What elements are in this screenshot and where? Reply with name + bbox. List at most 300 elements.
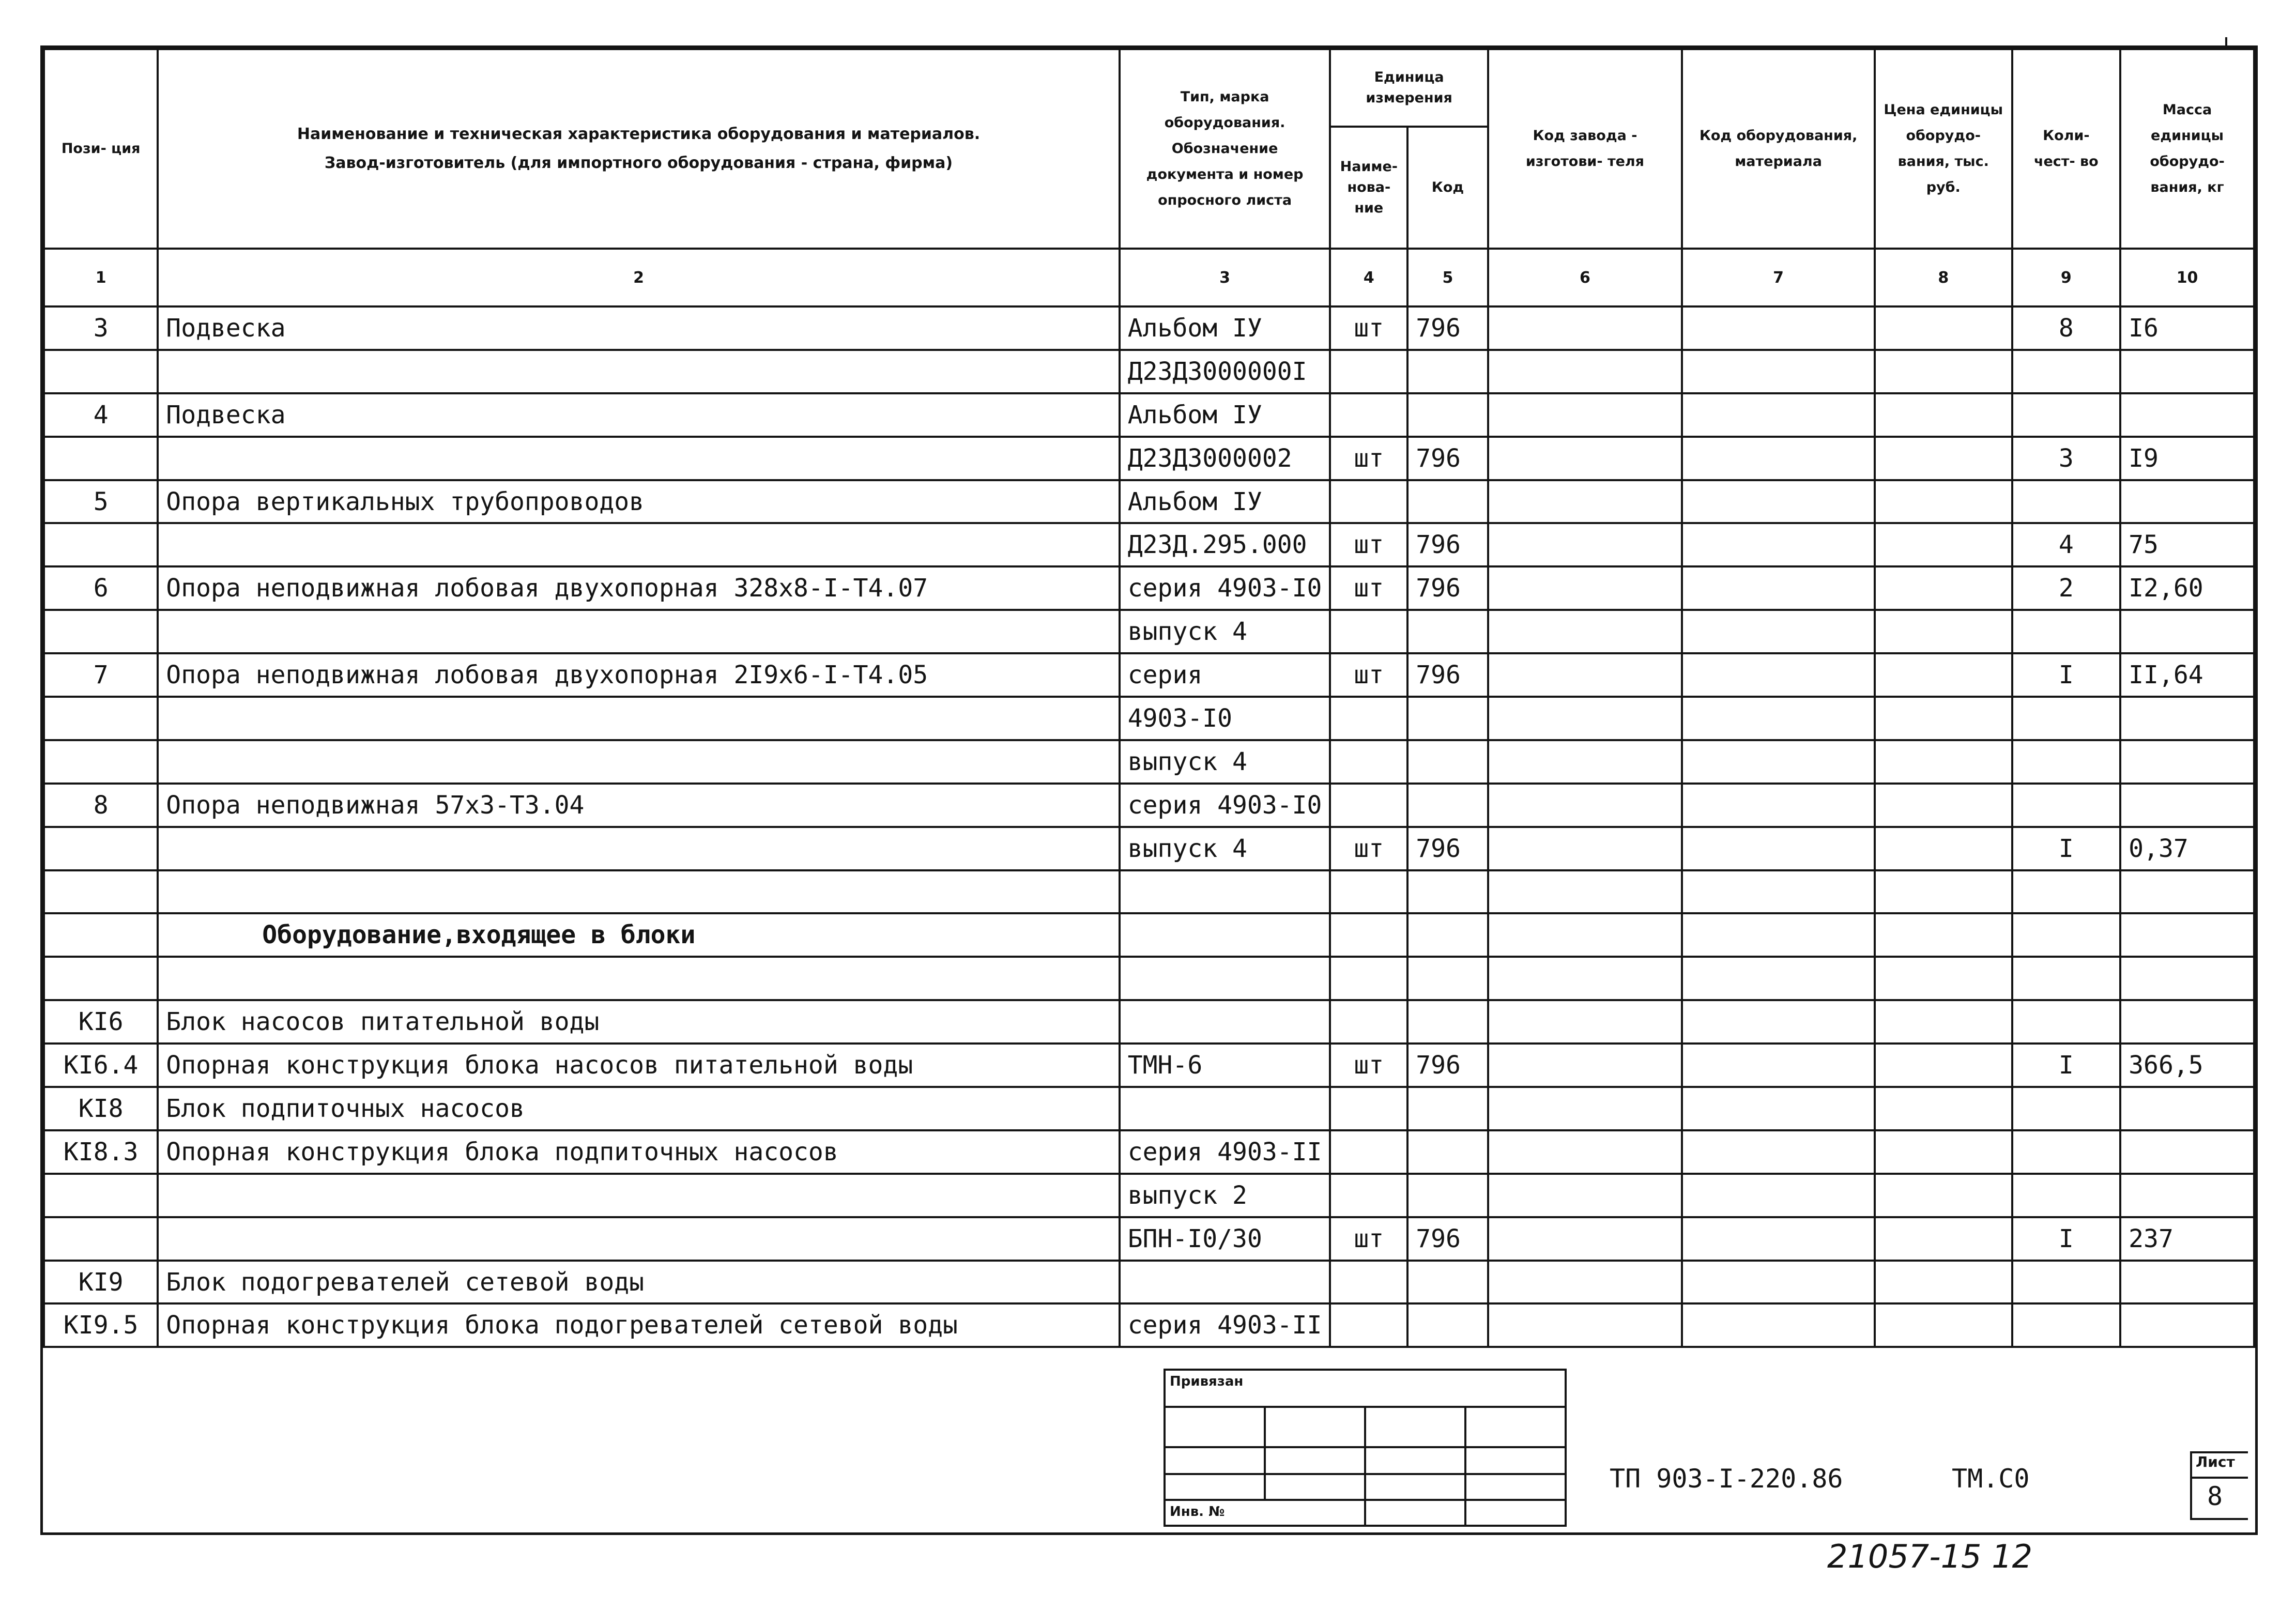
position-cell: 6 [44,566,158,610]
unit-cell: шт [1330,653,1407,697]
position-cell: KI6 [44,1000,158,1044]
manufacturer-code-cell [1488,480,1682,524]
manufacturer-code-cell [1488,1174,1682,1217]
unit-code-cell [1407,1130,1488,1174]
equipment-code-cell [1682,653,1875,697]
position-cell [44,1217,158,1261]
unit-cell [1330,1000,1407,1044]
manufacturer-code-cell [1488,306,1682,350]
unit-price-cell [1875,697,2012,740]
unit-mass-cell [2120,1130,2254,1174]
type-cell: выпуск 4 [1120,610,1330,653]
manufacturer-code-cell [1488,393,1682,437]
unit-cell: шт [1330,1044,1407,1087]
position-cell: 7 [44,653,158,697]
unit-code-cell [1407,784,1488,827]
unit-cell: шт [1330,306,1407,350]
column-number: 5 [1407,249,1488,306]
position-cell: 8 [44,784,158,827]
quantity-cell: I [2012,1044,2121,1087]
equipment-code-cell [1682,1130,1875,1174]
equipment-code-cell [1682,610,1875,653]
specification-sheet [40,45,2258,1535]
table-row [44,740,2254,784]
position-cell: KI8.3 [44,1130,158,1174]
quantity-cell [2012,610,2121,653]
equipment-code-cell [1682,306,1875,350]
name-cell [158,740,1119,784]
quantity-cell: I [2012,653,2121,697]
manufacturer-code-cell [1488,1261,1682,1304]
position-cell [44,913,158,957]
document-code: ТП 903-I-220.86 [1610,1464,1843,1494]
unit-mass-cell [2120,913,2254,957]
name-cell: Опора неподвижная лобовая двухопорная 2I9х6-I-Т4.05 [158,653,1119,697]
manufacturer-code-cell [1488,957,1682,1000]
type-cell: серия [1120,653,1330,697]
unit-mass-cell [2120,957,2254,1000]
manufacturer-code-cell [1488,1217,1682,1261]
name-cell: Опорная конструкция блока насосов питательной воды [158,1044,1119,1087]
unit-mass-cell [2120,610,2254,653]
equipment-code-cell [1682,827,1875,870]
unit-code-cell [1407,1087,1488,1130]
sheet-number: 8 [2207,1481,2223,1511]
name-cell: Блок подогревателей сетевой воды [158,1261,1119,1304]
document-subcode: ТМ.С0 [1952,1464,2030,1494]
unit-code-cell: 796 [1407,1044,1488,1087]
unit-mass-cell [2120,1000,2254,1044]
unit-cell [1330,350,1407,393]
manufacturer-code-cell [1488,870,1682,914]
position-cell [44,523,158,566]
position-cell: KI8 [44,1087,158,1130]
equipment-code-cell [1682,437,1875,480]
header-type: Тип, марка оборудования. Обозначение документа и номер опросного листа [1120,49,1330,249]
equipment-code-cell [1682,350,1875,393]
position-cell [44,1174,158,1217]
unit-code-cell [1407,1174,1488,1217]
unit-price-cell [1875,740,2012,784]
header-unit-group: Единица измерения [1330,49,1488,127]
unit-price-cell [1875,1217,2012,1261]
unit-code-cell: 796 [1407,566,1488,610]
unit-cell: шт [1330,523,1407,566]
name-cell [158,1174,1119,1217]
unit-price-cell [1875,957,2012,1000]
manufacturer-code-cell [1488,350,1682,393]
unit-code-cell [1407,870,1488,914]
type-cell: Д23Д3000000I [1120,350,1330,393]
unit-price-cell [1875,870,2012,914]
type-cell: выпуск 4 [1120,740,1330,784]
column-number: 3 [1120,249,1330,306]
unit-price-cell [1875,1000,2012,1044]
unit-cell [1330,870,1407,914]
equipment-code-cell [1682,1087,1875,1130]
unit-price-cell [1875,1261,2012,1304]
equipment-code-cell [1682,740,1875,784]
unit-price-cell [1875,437,2012,480]
name-cell [158,1217,1119,1261]
equipment-code-cell [1682,566,1875,610]
equipment-code-cell [1682,480,1875,524]
unit-mass-cell: I9 [2120,437,2254,480]
unit-price-cell [1875,1130,2012,1174]
unit-mass-cell [2120,1261,2254,1304]
header-position: Пози- ция [44,49,158,249]
table-row [44,1261,2254,1304]
title-block-stamp [1164,1369,1567,1526]
table-row [44,653,2254,697]
manufacturer-code-cell [1488,913,1682,957]
header-quantity: Коли- чест- во [2012,49,2121,249]
position-cell: KI6.4 [44,1044,158,1087]
position-cell [44,697,158,740]
manufacturer-code-cell [1488,566,1682,610]
quantity-cell [2012,1130,2121,1174]
equipment-code-cell [1682,523,1875,566]
quantity-cell [2012,480,2121,524]
unit-code-cell [1407,913,1488,957]
table-row [44,1087,2254,1130]
table-row [44,1303,2254,1347]
type-cell: 4903-I0 [1120,697,1330,740]
manufacturer-code-cell [1488,1130,1682,1174]
unit-cell [1330,480,1407,524]
type-cell [1120,1087,1330,1130]
unit-mass-cell [2120,740,2254,784]
unit-cell [1330,740,1407,784]
equipment-code-cell [1682,1174,1875,1217]
unit-cell: шт [1330,1217,1407,1261]
position-cell: 4 [44,393,158,437]
position-cell [44,957,158,1000]
header-equipment-code: Код оборудования, материала [1682,49,1875,249]
quantity-cell [2012,913,2121,957]
position-cell [44,437,158,480]
section-row [44,913,2254,957]
unit-cell [1330,1303,1407,1347]
unit-price-cell [1875,913,2012,957]
name-cell [158,437,1119,480]
type-cell: Альбом IУ [1120,480,1330,524]
position-cell: KI9.5 [44,1303,158,1347]
quantity-cell [2012,1261,2121,1304]
type-cell: Альбом IУ [1120,306,1330,350]
table-row [44,480,2254,524]
unit-code-cell [1407,697,1488,740]
unit-price-cell [1875,393,2012,437]
header-name-line1: Наименование и техническая характеристика оборудования и материалов. [297,125,981,143]
unit-code-cell [1407,1261,1488,1304]
unit-mass-cell: I2,60 [2120,566,2254,610]
equipment-code-cell [1682,1044,1875,1087]
name-cell: Оборудование,входящее в блоки [158,913,1119,957]
unit-cell [1330,957,1407,1000]
unit-cell: шт [1330,827,1407,870]
name-cell [158,870,1119,914]
manufacturer-code-cell [1488,523,1682,566]
name-cell: Опорная конструкция блока подпиточных насосов [158,1130,1119,1174]
quantity-cell [2012,1303,2121,1347]
name-cell: Опора вертикальных трубопроводов [158,480,1119,524]
unit-code-cell: 796 [1407,653,1488,697]
unit-mass-cell [2120,480,2254,524]
unit-price-cell [1875,653,2012,697]
table-row [44,1044,2254,1087]
position-cell: 3 [44,306,158,350]
unit-code-cell [1407,480,1488,524]
table-row [44,697,2254,740]
manufacturer-code-cell [1488,784,1682,827]
unit-price-cell [1875,480,2012,524]
quantity-cell: 3 [2012,437,2121,480]
equipment-code-cell [1682,1261,1875,1304]
unit-price-cell [1875,1174,2012,1217]
table-row [44,393,2254,437]
header-unit-name: Наиме- нова- ние [1330,127,1407,249]
table-row [44,437,2254,480]
equipment-code-cell [1682,1303,1875,1347]
unit-price-cell [1875,523,2012,566]
inventory-label: Инв. № [1165,1500,1365,1526]
unit-price-cell [1875,827,2012,870]
specification-table [43,48,2255,1348]
table-row [44,1217,2254,1261]
unit-code-cell [1407,957,1488,1000]
unit-mass-cell [2120,1303,2254,1347]
quantity-cell [2012,784,2121,827]
unit-price-cell [1875,610,2012,653]
position-cell [44,350,158,393]
column-number: 1 [44,249,158,306]
quantity-cell [2012,870,2121,914]
unit-mass-cell: 366,5 [2120,1044,2254,1087]
column-number: 10 [2120,249,2254,306]
type-cell: серия 4903-I0 [1120,566,1330,610]
table-body [44,306,2254,1347]
quantity-cell: I [2012,827,2121,870]
name-cell [158,610,1119,653]
type-cell: ТМН-6 [1120,1044,1330,1087]
position-cell: 5 [44,480,158,524]
unit-code-cell [1407,740,1488,784]
sheet-divider [2190,1477,2248,1479]
unit-code-cell [1407,610,1488,653]
quantity-cell: 4 [2012,523,2121,566]
name-cell: Опорная конструкция блока подогревателей сетевой воды [158,1303,1119,1347]
unit-mass-cell: 75 [2120,523,2254,566]
table-row [44,306,2254,350]
quantity-cell [2012,1087,2121,1130]
unit-mass-cell [2120,784,2254,827]
unit-cell: шт [1330,437,1407,480]
header-unit-price: Цена единицы оборудо- вания, тыс. руб. [1875,49,2012,249]
header-name-line2: Завод-изготовитель (для импортного оборудования - страна, фирма) [324,154,953,172]
unit-mass-cell [2120,1087,2254,1130]
name-cell: Опора неподвижная лобовая двухопорная 328х8-I-Т4.07 [158,566,1119,610]
header-name [158,49,1119,249]
unit-cell [1330,913,1407,957]
name-cell [158,957,1119,1000]
equipment-code-cell [1682,1217,1875,1261]
quantity-cell [2012,697,2121,740]
header-unit-code: Код [1407,127,1488,249]
table-row [44,610,2254,653]
type-cell [1120,1261,1330,1304]
unit-code-cell: 796 [1407,1217,1488,1261]
unit-price-cell [1875,350,2012,393]
unit-price-cell [1875,1044,2012,1087]
column-number-row [44,249,2254,306]
name-cell [158,827,1119,870]
unit-price-cell [1875,784,2012,827]
name-cell: Опора неподвижная 57х3-Т3.04 [158,784,1119,827]
equipment-code-cell [1682,957,1875,1000]
column-number: 8 [1875,249,2012,306]
unit-price-cell [1875,306,2012,350]
column-number: 4 [1330,249,1407,306]
type-cell: серия 4903-II [1120,1130,1330,1174]
unit-cell [1330,784,1407,827]
table-row [44,1174,2254,1217]
equipment-code-cell [1682,870,1875,914]
manufacturer-code-cell [1488,437,1682,480]
unit-cell [1330,1087,1407,1130]
unit-code-cell [1407,1000,1488,1044]
manufacturer-code-cell [1488,697,1682,740]
quantity-cell [2012,740,2121,784]
type-cell: выпуск 4 [1120,827,1330,870]
unit-mass-cell: I6 [2120,306,2254,350]
table-row [44,827,2254,870]
manufacturer-code-cell [1488,610,1682,653]
unit-cell [1330,697,1407,740]
header-unit-mass: Масса единицы оборудо- вания, кг [2120,49,2254,249]
unit-mass-cell: 237 [2120,1217,2254,1261]
manufacturer-code-cell [1488,1044,1682,1087]
unit-price-cell [1875,1303,2012,1347]
table-row [44,523,2254,566]
column-number: 6 [1488,249,1682,306]
type-cell: серия 4903-II [1120,1303,1330,1347]
quantity-cell [2012,1174,2121,1217]
manufacturer-code-cell [1488,827,1682,870]
name-cell [158,697,1119,740]
name-cell: Подвеска [158,393,1119,437]
name-cell: Подвеска [158,306,1119,350]
equipment-code-cell [1682,1000,1875,1044]
quantity-cell: I [2012,1217,2121,1261]
table-row [44,784,2254,827]
position-cell [44,610,158,653]
unit-code-cell [1407,350,1488,393]
unit-mass-cell [2120,697,2254,740]
unit-mass-cell [2120,1174,2254,1217]
unit-code-cell: 796 [1407,523,1488,566]
sheet-label: Лист [2196,1453,2235,1470]
quantity-cell: 8 [2012,306,2121,350]
unit-mass-cell [2120,350,2254,393]
unit-mass-cell: II,64 [2120,653,2254,697]
table-row [44,1130,2254,1174]
unit-mass-cell [2120,870,2254,914]
unit-cell [1330,610,1407,653]
header-manufacturer-code: Код завода - изготови- теля [1488,49,1682,249]
unit-code-cell: 796 [1407,437,1488,480]
unit-cell [1330,1174,1407,1217]
type-cell: БПН-I0/30 [1120,1217,1330,1261]
name-cell [158,350,1119,393]
type-cell: Альбом IУ [1120,393,1330,437]
unit-code-cell: 796 [1407,827,1488,870]
column-number: 2 [158,249,1119,306]
type-cell [1120,1000,1330,1044]
unit-cell [1330,1261,1407,1304]
unit-cell: шт [1330,566,1407,610]
attached-label: Привязан [1165,1370,1566,1407]
type-cell: Д23Д3000002 [1120,437,1330,480]
column-number: 9 [2012,249,2121,306]
unit-mass-cell: 0,37 [2120,827,2254,870]
column-number: 7 [1682,249,1875,306]
name-cell: Блок насосов питательной воды [158,1000,1119,1044]
position-cell [44,740,158,784]
table-row [44,350,2254,393]
manufacturer-code-cell [1488,1087,1682,1130]
unit-code-cell: 796 [1407,306,1488,350]
position-cell [44,827,158,870]
table-row [44,957,2254,1000]
type-cell [1120,913,1330,957]
manufacturer-code-cell [1488,1303,1682,1347]
equipment-code-cell [1682,913,1875,957]
quantity-cell [2012,350,2121,393]
unit-price-cell [1875,1087,2012,1130]
manufacturer-code-cell [1488,1000,1682,1044]
equipment-code-cell [1682,697,1875,740]
unit-price-cell [1875,566,2012,610]
quantity-cell [2012,957,2121,1000]
unit-cell [1330,1130,1407,1174]
position-cell: KI9 [44,1261,158,1304]
table-row [44,870,2254,914]
name-cell: Блок подпиточных насосов [158,1087,1119,1130]
quantity-cell: 2 [2012,566,2121,610]
type-cell: серия 4903-I0 [1120,784,1330,827]
unit-mass-cell [2120,393,2254,437]
position-cell [44,870,158,914]
unit-code-cell [1407,1303,1488,1347]
manufacturer-code-cell [1488,740,1682,784]
archive-number: 21057-15 12 [1827,1538,2033,1575]
table-row [44,566,2254,610]
type-cell [1120,870,1330,914]
table-row [44,1000,2254,1044]
unit-code-cell [1407,393,1488,437]
equipment-code-cell [1682,784,1875,827]
name-cell [158,523,1119,566]
equipment-code-cell [1682,393,1875,437]
type-cell: выпуск 2 [1120,1174,1330,1217]
unit-cell [1330,393,1407,437]
quantity-cell [2012,1000,2121,1044]
type-cell: Д23Д.295.000 [1120,523,1330,566]
type-cell [1120,957,1330,1000]
manufacturer-code-cell [1488,653,1682,697]
quantity-cell [2012,393,2121,437]
